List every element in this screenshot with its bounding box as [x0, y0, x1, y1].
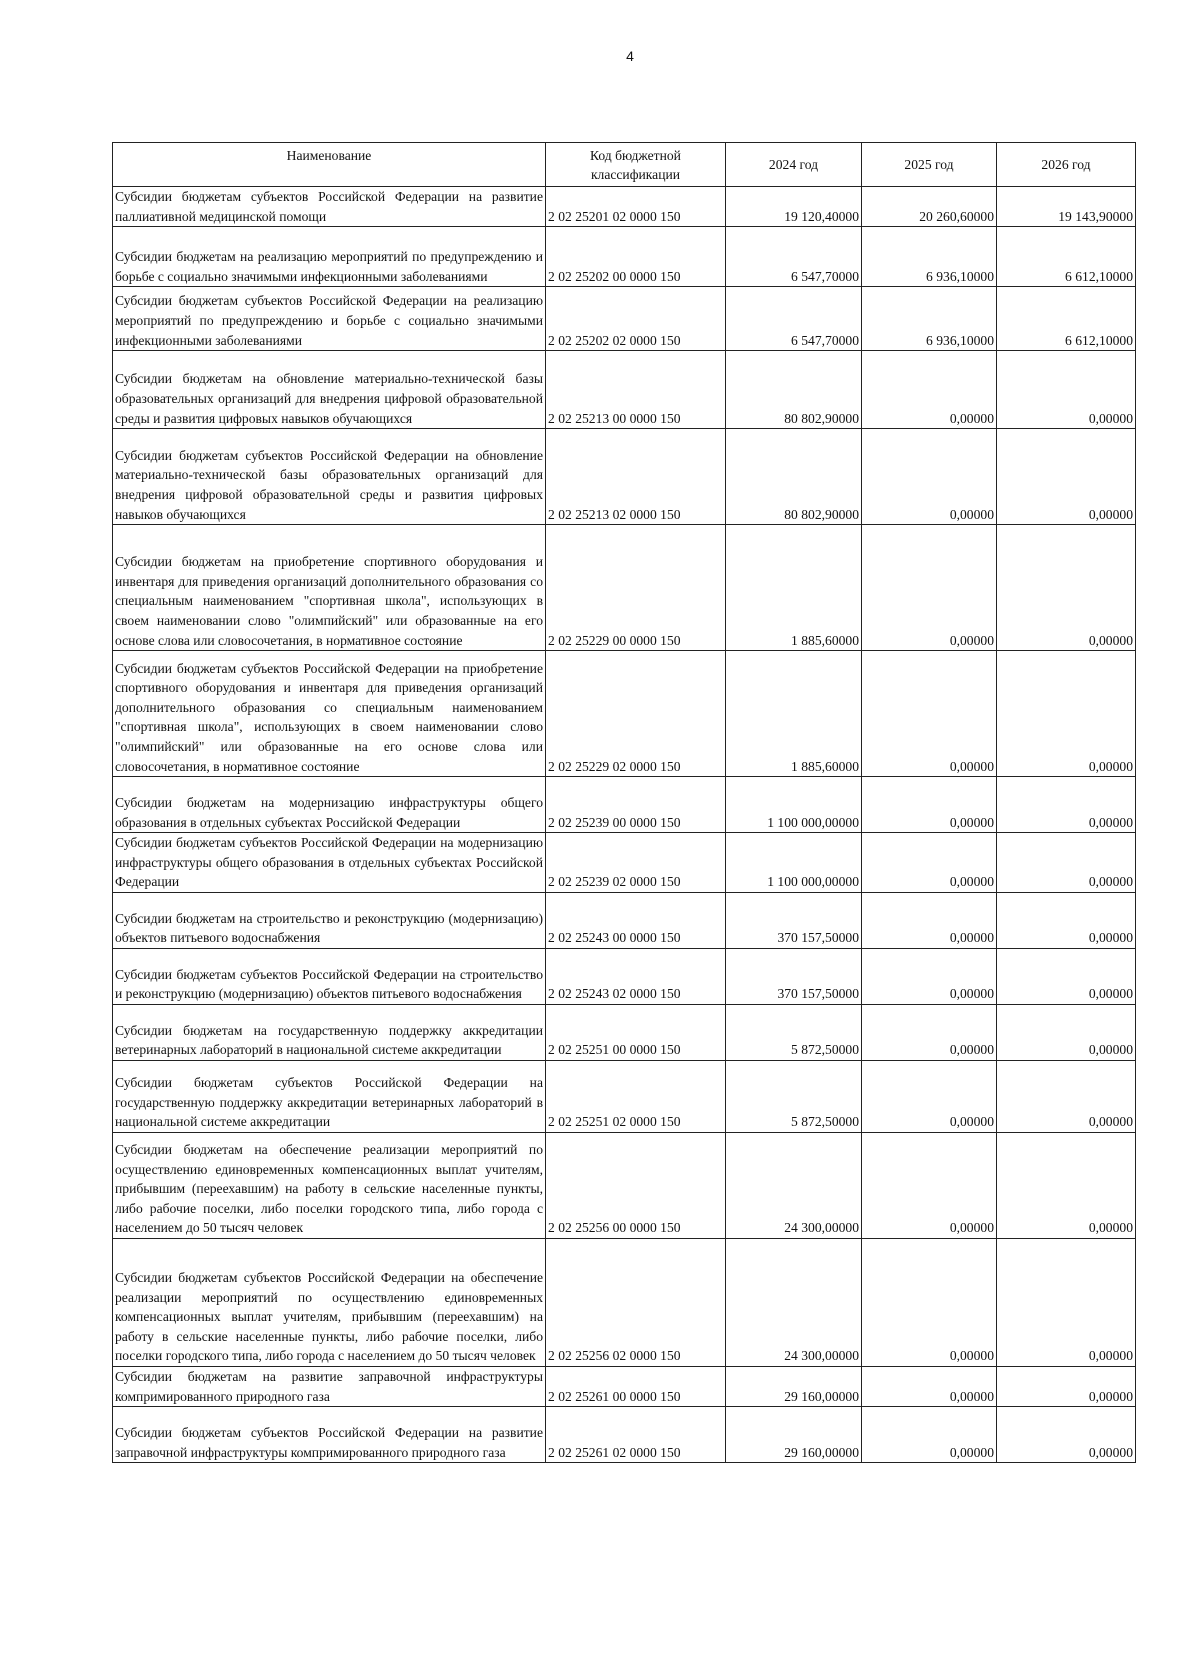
row-code-cell: 2 02 25256 02 0000 150 — [546, 1238, 726, 1366]
row-code-cell: 2 02 25202 02 0000 150 — [546, 287, 726, 351]
row-name-cell: Субсидии бюджетам на реализацию мероприятий по предупреждению и борьбе с социально значимыми инфекционными заболеваниями — [113, 227, 546, 287]
row-2025-cell: 0,00000 — [862, 1366, 997, 1406]
header-2025: 2025 год — [862, 143, 997, 187]
table-row — [113, 227, 1136, 287]
row-2024-cell: 29 160,00000 — [726, 1366, 862, 1406]
row-2025-cell: 0,00000 — [862, 351, 997, 429]
table-row — [113, 429, 1136, 525]
row-code-cell: 2 02 25201 02 0000 150 — [546, 187, 726, 227]
page-number: 4 — [626, 48, 634, 64]
row-name-cell: Субсидии бюджетам субъектов Российской Федерации на модернизацию инфраструктуры общего образования в отдельных субъектах Российской Федерации — [113, 833, 546, 893]
header-2024: 2024 год — [726, 143, 862, 187]
table-row — [113, 351, 1136, 429]
row-2025-cell: 0,00000 — [862, 1060, 997, 1132]
row-2024-cell: 5 872,50000 — [726, 1060, 862, 1132]
row-2025-cell: 20 260,60000 — [862, 187, 997, 227]
row-2026-cell: 0,00000 — [997, 351, 1136, 429]
table-row — [113, 948, 1136, 1004]
row-2024-cell: 24 300,00000 — [726, 1238, 862, 1366]
row-2026-cell: 0,00000 — [997, 1132, 1136, 1238]
row-name-cell: Субсидии бюджетам на развитие заправочной инфраструктуры компримированного природного газа — [113, 1366, 546, 1406]
row-2026-cell: 6 612,10000 — [997, 227, 1136, 287]
row-2026-cell: 0,00000 — [997, 429, 1136, 525]
row-code-cell: 2 02 25261 02 0000 150 — [546, 1407, 726, 1463]
row-name-cell: Субсидии бюджетам на строительство и реконструкцию (модернизацию) объектов питьевого водоснабжения — [113, 892, 546, 948]
table-row — [113, 525, 1136, 651]
row-2024-cell: 80 802,90000 — [726, 351, 862, 429]
row-2026-cell: 0,00000 — [997, 651, 1136, 777]
table-row — [113, 1238, 1136, 1366]
table-header-row — [113, 143, 1136, 187]
row-2025-cell: 6 936,10000 — [862, 227, 997, 287]
row-code-cell: 2 02 25251 00 0000 150 — [546, 1004, 726, 1060]
row-2025-cell: 0,00000 — [862, 651, 997, 777]
row-2024-cell: 24 300,00000 — [726, 1132, 862, 1238]
row-code-cell: 2 02 25229 00 0000 150 — [546, 525, 726, 651]
row-2025-cell: 0,00000 — [862, 1407, 997, 1463]
row-code-cell: 2 02 25261 00 0000 150 — [546, 1366, 726, 1406]
row-2024-cell: 370 157,50000 — [726, 892, 862, 948]
row-name-cell: Субсидии бюджетам субъектов Российской Федерации на государственную поддержку аккредитации ветеринарных лабораторий в национальной системе аккредитации — [113, 1060, 546, 1132]
table-row — [113, 187, 1136, 227]
row-2024-cell: 6 547,70000 — [726, 287, 862, 351]
row-name-cell: Субсидии бюджетам субъектов Российской Федерации на приобретение спортивного оборудования и инвентаря для приведения организаций дополнительного образования со специальным наименованием "спортивная школа", использующих в своем наименовании слово "олимпийский" или образованные на его основе слова или словосочетания, в нормативное состояние — [113, 651, 546, 777]
row-2026-cell: 19 143,90000 — [997, 187, 1136, 227]
row-name-cell: Субсидии бюджетам субъектов Российской Федерации на реализацию мероприятий по предупреждению и борьбе с социально значимыми инфекционными заболеваниями — [113, 287, 546, 351]
row-code-cell: 2 02 25213 02 0000 150 — [546, 429, 726, 525]
row-name-cell: Субсидии бюджетам субъектов Российской Федерации на строительство и реконструкцию (модернизацию) объектов питьевого водоснабжения — [113, 948, 546, 1004]
row-2024-cell: 29 160,00000 — [726, 1407, 862, 1463]
row-code-cell: 2 02 25243 02 0000 150 — [546, 948, 726, 1004]
row-2026-cell: 0,00000 — [997, 525, 1136, 651]
row-2025-cell: 0,00000 — [862, 1238, 997, 1366]
row-code-cell: 2 02 25202 00 0000 150 — [546, 227, 726, 287]
header-code: Код бюджетной классификации — [546, 143, 726, 187]
row-name-cell: Субсидии бюджетам на приобретение спортивного оборудования и инвентаря для приведения организаций дополнительного образования со специальным наименованием "спортивная школа", использующих в своем наименовании слово "олимпийский" или образованные на его основе слова или словосочетания, в нормативное состояние — [113, 525, 546, 651]
row-name-cell: Субсидии бюджетам субъектов Российской Федерации на обновление материально-технической базы образовательных организаций для внедрения цифровой образовательной среды и развития цифровых навыков обучающихся — [113, 429, 546, 525]
row-2026-cell: 0,00000 — [997, 892, 1136, 948]
budget-table — [112, 142, 1136, 1463]
table-row — [113, 1060, 1136, 1132]
row-2025-cell: 0,00000 — [862, 1132, 997, 1238]
row-2024-cell: 1 885,60000 — [726, 525, 862, 651]
row-2024-cell: 19 120,40000 — [726, 187, 862, 227]
row-code-cell: 2 02 25256 00 0000 150 — [546, 1132, 726, 1238]
table-row — [113, 1407, 1136, 1463]
row-2026-cell: 6 612,10000 — [997, 287, 1136, 351]
table-body — [113, 187, 1136, 1463]
row-name-cell: Субсидии бюджетам на государственную поддержку аккредитации ветеринарных лабораторий в национальной системе аккредитации — [113, 1004, 546, 1060]
table-row — [113, 651, 1136, 777]
row-2024-cell: 1 885,60000 — [726, 651, 862, 777]
row-2026-cell: 0,00000 — [997, 948, 1136, 1004]
row-code-cell: 2 02 25239 00 0000 150 — [546, 777, 726, 833]
row-2025-cell: 0,00000 — [862, 525, 997, 651]
table-row — [113, 833, 1136, 893]
row-name-cell: Субсидии бюджетам субъектов Российской Федерации на развитие заправочной инфраструктуры компримированного природного газа — [113, 1407, 546, 1463]
row-2026-cell: 0,00000 — [997, 833, 1136, 893]
row-2025-cell: 0,00000 — [862, 1004, 997, 1060]
header-name: Наименование — [113, 143, 546, 187]
row-name-cell: Субсидии бюджетам на обновление материально-технической базы образовательных организаций для внедрения цифровой образовательной среды и развития цифровых навыков обучающихся — [113, 351, 546, 429]
row-2025-cell: 0,00000 — [862, 892, 997, 948]
row-2024-cell: 1 100 000,00000 — [726, 833, 862, 893]
table-row — [113, 1132, 1136, 1238]
row-2024-cell: 370 157,50000 — [726, 948, 862, 1004]
row-code-cell: 2 02 25213 00 0000 150 — [546, 351, 726, 429]
row-name-cell: Субсидии бюджетам на модернизацию инфраструктуры общего образования в отдельных субъектах Российской Федерации — [113, 777, 546, 833]
row-2026-cell: 0,00000 — [997, 777, 1136, 833]
table-row — [113, 892, 1136, 948]
row-2025-cell: 0,00000 — [862, 948, 997, 1004]
row-2026-cell: 0,00000 — [997, 1366, 1136, 1406]
header-2026: 2026 год — [997, 143, 1136, 187]
table-row — [113, 777, 1136, 833]
row-2025-cell: 0,00000 — [862, 833, 997, 893]
row-2026-cell: 0,00000 — [997, 1060, 1136, 1132]
row-2025-cell: 6 936,10000 — [862, 287, 997, 351]
row-2026-cell: 0,00000 — [997, 1004, 1136, 1060]
row-2024-cell: 80 802,90000 — [726, 429, 862, 525]
row-code-cell: 2 02 25229 02 0000 150 — [546, 651, 726, 777]
row-name-cell: Субсидии бюджетам субъектов Российской Федерации на развитие паллиативной медицинской помощи — [113, 187, 546, 227]
row-name-cell: Субсидии бюджетам на обеспечение реализации мероприятий по осуществлению единовременных компенсационных выплат учителям, прибывшим (переехавшим) на работу в сельские населенные пункты, либо рабочие поселки, либо поселки городского типа, либо города с населением до 50 тысяч человек — [113, 1132, 546, 1238]
row-2024-cell: 1 100 000,00000 — [726, 777, 862, 833]
row-code-cell: 2 02 25251 02 0000 150 — [546, 1060, 726, 1132]
table-row — [113, 1004, 1136, 1060]
row-2026-cell: 0,00000 — [997, 1407, 1136, 1463]
row-2025-cell: 0,00000 — [862, 777, 997, 833]
row-code-cell: 2 02 25243 00 0000 150 — [546, 892, 726, 948]
table-row — [113, 1366, 1136, 1406]
row-2025-cell: 0,00000 — [862, 429, 997, 525]
row-2024-cell: 6 547,70000 — [726, 227, 862, 287]
row-2026-cell: 0,00000 — [997, 1238, 1136, 1366]
row-2024-cell: 5 872,50000 — [726, 1004, 862, 1060]
row-name-cell: Субсидии бюджетам субъектов Российской Федерации на обеспечение реализации мероприятий по осуществлению единовременных компенсационных выплат учителям, прибывшим (переехавшим) на работу в сельские населенные пункты, либо рабочие поселки, либо поселки городского типа, либо города с населением до 50 тысяч человек — [113, 1238, 546, 1366]
table-row — [113, 287, 1136, 351]
row-code-cell: 2 02 25239 02 0000 150 — [546, 833, 726, 893]
